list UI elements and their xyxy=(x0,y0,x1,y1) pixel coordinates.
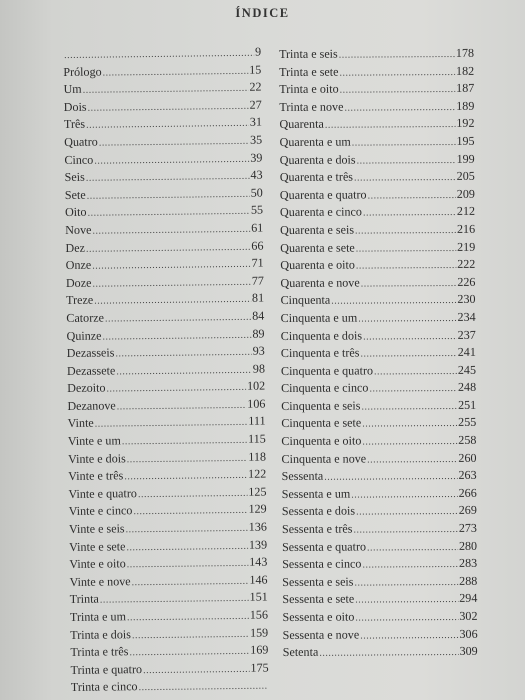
toc-entry-label: Onze xyxy=(65,257,92,273)
toc-entry-page: 216 xyxy=(456,221,476,236)
toc-entry-label: Dezoito xyxy=(67,380,106,396)
leader-dots xyxy=(351,486,457,504)
leader-dots xyxy=(356,503,458,521)
toc-entry-page: 192 xyxy=(456,116,475,131)
toc-entry-label: Cinquenta e quatro xyxy=(280,363,374,378)
toc-entry xyxy=(279,80,474,99)
toc-entry xyxy=(69,554,267,574)
toc-entry xyxy=(66,290,264,310)
toc-entry-page: 143 xyxy=(249,554,268,569)
leader-dots xyxy=(340,81,456,99)
toc-entry xyxy=(68,413,266,433)
toc-entry-label: Sessenta e cinco xyxy=(282,556,362,572)
toc-entry-label: Vinte xyxy=(67,416,94,431)
toc-entry-page: 125 xyxy=(248,484,267,499)
toc-entry-page: 222 xyxy=(457,256,476,272)
leader-dots xyxy=(124,467,247,486)
toc-entry-page: 212 xyxy=(456,204,476,219)
leader-dots xyxy=(354,574,458,592)
toc-entry xyxy=(282,555,477,574)
toc-entry-page: 111 xyxy=(248,414,266,429)
toc-entry-label: Cinquenta e seis xyxy=(281,398,361,413)
toc-entry-label: Sessenta e sete xyxy=(282,591,355,607)
toc-entry xyxy=(282,608,477,627)
leader-dots xyxy=(116,361,252,380)
toc-entry-label: Catorze xyxy=(66,310,105,325)
toc-entry-page: 15 xyxy=(249,62,262,77)
leader-dots xyxy=(95,414,248,433)
toc-entry-page: 159 xyxy=(249,625,269,640)
toc-entry-page: 309 xyxy=(459,643,478,659)
toc-entry-page: 81 xyxy=(251,290,265,306)
toc-entry-page: 102 xyxy=(246,378,266,394)
leader-dots xyxy=(339,46,455,64)
toc-entry xyxy=(282,502,477,521)
toc-entry-page: 129 xyxy=(248,501,267,517)
toc-entry-label: Treze xyxy=(66,292,94,308)
leader-dots xyxy=(126,537,248,556)
toc-entry xyxy=(280,133,475,152)
toc-entry-label: Dois xyxy=(63,99,87,114)
toc-entry-page: 66 xyxy=(251,238,264,253)
toc-entry-label: Quarenta e sete xyxy=(280,240,355,255)
toc-entry-page: 122 xyxy=(248,466,267,482)
leader-dots xyxy=(357,151,456,169)
toc-entry-label: Quarenta e três xyxy=(279,169,354,185)
toc-entry-page: 61 xyxy=(251,220,264,235)
leader-dots xyxy=(64,45,254,65)
toc-entry xyxy=(69,536,267,556)
toc-entry xyxy=(65,184,263,204)
leader-dots xyxy=(132,573,249,592)
toc-entry-page: 241 xyxy=(457,344,476,360)
toc-entry-page: 106 xyxy=(247,396,266,411)
leader-dots xyxy=(117,397,247,416)
toc-entry xyxy=(63,61,261,81)
toc-entry xyxy=(280,256,475,275)
toc-entry-page: 237 xyxy=(457,327,476,342)
toc-entry-label: Quarenta e cinco xyxy=(279,204,362,220)
toc-entry-page: 248 xyxy=(457,380,477,395)
toc-column-right xyxy=(279,45,478,662)
leader-dots xyxy=(339,64,455,82)
toc-entry-label: Quatro xyxy=(64,134,98,149)
toc-entry-page: 280 xyxy=(458,538,478,553)
toc-column-left xyxy=(63,44,269,697)
toc-entry xyxy=(65,167,263,187)
toc-entry-label: Quarenta e um xyxy=(279,134,351,149)
toc-entry-label: Vinte e três xyxy=(68,468,124,484)
toc-entry xyxy=(282,573,477,592)
toc-entry xyxy=(70,607,268,627)
toc-entry-label: Cinquenta e um xyxy=(280,310,358,325)
toc-entry xyxy=(66,325,264,345)
toc-entry-page: 302 xyxy=(459,608,478,623)
toc-entry xyxy=(67,343,265,363)
leader-dots xyxy=(143,661,250,680)
toc-entry-label: Quinze xyxy=(66,328,102,343)
toc-entry xyxy=(66,307,264,327)
toc-entry-label: Sessenta e quatro xyxy=(282,539,367,554)
leader-dots xyxy=(355,609,458,627)
leader-dots xyxy=(374,363,457,381)
toc-entry xyxy=(281,397,476,416)
leader-dots xyxy=(127,608,249,627)
toc-entry-label: Dez xyxy=(65,240,86,255)
toc-entry-label: Dezanove xyxy=(67,398,116,413)
toc-entry-label: Cinquenta e sete xyxy=(281,415,362,431)
toc-entry-page: 251 xyxy=(458,397,477,412)
leader-dots xyxy=(86,168,250,188)
toc-entry xyxy=(64,132,262,152)
toc-entry xyxy=(69,501,267,521)
toc-entry xyxy=(68,448,266,468)
toc-entry xyxy=(71,659,269,679)
toc-entry-label: Sessenta e nove xyxy=(282,627,360,642)
leader-dots xyxy=(106,379,246,398)
leader-dots xyxy=(92,273,251,293)
leader-dots xyxy=(344,99,455,117)
leader-dots xyxy=(355,591,458,609)
leader-dots xyxy=(88,98,249,118)
toc-entry xyxy=(282,485,477,504)
toc-entry-page: 255 xyxy=(458,415,477,430)
leader-dots xyxy=(324,468,457,486)
toc-entry xyxy=(64,114,262,134)
toc-entry-label: Três xyxy=(63,117,86,132)
toc-entry-page: 89 xyxy=(252,326,265,341)
toc-entry-page: 294 xyxy=(459,591,478,606)
toc-entry-page: 22 xyxy=(249,79,262,94)
toc-entry-page: 139 xyxy=(248,537,268,552)
leader-dots xyxy=(115,344,251,363)
leader-dots xyxy=(367,451,457,469)
toc-entry-label: Cinquenta e oito xyxy=(281,433,362,449)
toc-entry xyxy=(282,537,477,556)
toc-entry-label: Vinte e dois xyxy=(67,450,126,466)
leader-dots xyxy=(102,326,251,345)
leader-dots xyxy=(353,521,457,539)
toc-entry-page: 187 xyxy=(456,80,475,96)
leader-dots xyxy=(94,150,249,169)
toc-entry-page: 226 xyxy=(457,274,476,289)
toc-entry-label: Quarenta e oito xyxy=(280,257,355,273)
toc-entry-label: Trinta xyxy=(69,592,99,607)
toc-entry-page: 219 xyxy=(457,239,476,254)
toc-entry-label: Cinquenta e nove xyxy=(281,451,367,466)
toc-entry-label: Trinta e três xyxy=(70,644,129,660)
leader-dots xyxy=(87,185,250,205)
toc-entry xyxy=(69,571,267,591)
toc-entry xyxy=(70,624,268,644)
toc-entry-label: Trinta e dois xyxy=(70,626,131,642)
toc-entry-page: 283 xyxy=(458,556,478,571)
toc-entry-label: Sessenta xyxy=(281,468,324,484)
leader-dots xyxy=(361,275,457,293)
toc-entry xyxy=(279,62,474,81)
toc-entry xyxy=(281,432,476,451)
toc-entry-page: 175 xyxy=(250,660,269,675)
toc-entry-label: Trinta e nove xyxy=(279,99,344,114)
leader-dots xyxy=(356,257,456,275)
toc-entry-page: 205 xyxy=(456,168,475,184)
toc-entry-label: Sete xyxy=(64,187,86,202)
leader-dots xyxy=(133,502,247,521)
toc-entry-page: 258 xyxy=(458,432,477,447)
toc-entry xyxy=(67,360,265,380)
toc-entry-page: 43 xyxy=(250,167,263,182)
leader-dots xyxy=(86,115,249,135)
toc-entry-page: 115 xyxy=(248,431,266,446)
toc-entry-label: Vinte e cinco xyxy=(68,503,133,519)
toc-entry-label: Setenta xyxy=(282,644,319,660)
toc-entry xyxy=(67,395,265,415)
leader-dots xyxy=(369,380,457,398)
leader-dots xyxy=(319,644,458,662)
toc-entry-label: Quarenta e nove xyxy=(280,275,360,290)
toc-entry xyxy=(283,643,478,662)
toc-entry-label: Vinte e quatro xyxy=(68,485,138,501)
leader-dots xyxy=(358,310,456,328)
toc-entry-label: Quarenta xyxy=(279,117,324,132)
toc-entry xyxy=(279,45,474,64)
toc-entry xyxy=(280,274,475,293)
toc-entry-label: Cinquenta e dois xyxy=(280,327,363,343)
toc-entry-label: Um xyxy=(63,81,82,97)
toc-entry xyxy=(280,238,475,257)
toc-entry-page: 93 xyxy=(252,343,265,358)
leader-dots xyxy=(367,539,458,557)
toc-entry xyxy=(66,272,264,292)
toc-entry xyxy=(70,642,268,662)
toc-entry-label: Sessenta e dois xyxy=(281,503,356,519)
toc-entry xyxy=(281,414,476,433)
toc-entry-label: Vinte e um xyxy=(67,433,121,449)
toc-entry-label: Sessenta e um xyxy=(281,486,351,501)
toc-entry xyxy=(282,590,477,609)
toc-entry-page: 269 xyxy=(458,503,477,518)
toc-entry-label: Cinquenta xyxy=(280,293,331,308)
toc-entry-label: Quarenta e quatro xyxy=(279,187,367,202)
toc-entry xyxy=(282,467,477,486)
leader-dots xyxy=(362,556,458,574)
toc-entry xyxy=(281,309,476,328)
toc-entry xyxy=(280,221,475,240)
toc-entry-label: Trinta e quatro xyxy=(70,661,143,677)
leader-dots xyxy=(362,415,457,433)
toc-entry xyxy=(71,677,269,697)
toc-entry-page: 98 xyxy=(252,361,266,376)
toc-entry-page: 77 xyxy=(251,273,264,288)
leader-dots xyxy=(360,627,458,645)
toc-entry-page: 209 xyxy=(456,186,475,201)
toc-entry xyxy=(70,589,268,609)
toc-entry-label: Sessenta e três xyxy=(281,521,353,537)
toc-entry-page: 84 xyxy=(252,308,265,323)
toc-entry-label: Vinte e seis xyxy=(68,521,125,536)
toc-entry-page: 306 xyxy=(459,626,478,641)
toc-entry-page: 50 xyxy=(250,185,263,200)
leader-dots xyxy=(86,238,251,258)
toc-entry-label: Quarenta e seis xyxy=(280,222,355,237)
leader-dots xyxy=(129,643,249,662)
toc-entry xyxy=(68,466,266,486)
toc-entry-label: Sessenta e seis xyxy=(282,574,354,589)
toc-entry xyxy=(281,291,476,310)
toc-entry-label: Trinta e oito xyxy=(279,81,339,97)
toc-entry xyxy=(281,379,476,398)
toc-entry-label: Trinta e um xyxy=(69,609,127,624)
toc-entry-label: Cinco xyxy=(64,152,94,167)
toc-entry xyxy=(66,255,264,275)
leader-dots xyxy=(368,187,456,205)
leader-dots xyxy=(132,625,249,644)
leader-dots xyxy=(331,292,456,310)
leader-dots xyxy=(103,62,249,81)
leader-dots xyxy=(325,116,456,134)
toc-entry-page: 27 xyxy=(249,97,262,112)
toc-entry-label: Vinte e nove xyxy=(69,574,131,589)
toc-entry-page: 288 xyxy=(459,573,478,588)
toc-entry-label: Dezassete xyxy=(66,363,116,378)
toc-entry-page: 199 xyxy=(456,151,475,166)
leader-dots xyxy=(105,309,252,328)
leader-dots xyxy=(92,256,251,276)
leader-dots xyxy=(362,433,457,451)
toc-entry xyxy=(279,115,474,134)
toc-entry-label: Vinte e sete xyxy=(69,538,126,554)
toc-entry-page: 189 xyxy=(456,98,475,113)
toc-entry xyxy=(63,44,261,64)
toc-entry xyxy=(65,202,263,222)
leader-dots xyxy=(94,291,251,311)
leader-dots xyxy=(355,222,456,240)
toc-entry xyxy=(280,186,475,205)
toc-entry xyxy=(282,520,477,539)
leader-dots xyxy=(83,80,249,100)
toc-entry xyxy=(281,361,476,380)
leader-dots xyxy=(99,133,250,152)
toc-entry xyxy=(67,378,265,398)
toc-entry-label: Vinte e oito xyxy=(69,556,126,572)
toc-entry-page: 273 xyxy=(458,520,477,535)
leader-dots xyxy=(363,204,456,222)
leader-dots xyxy=(354,169,456,187)
leader-dots xyxy=(122,432,247,451)
toc-entry-label: Prólogo xyxy=(63,64,102,79)
leader-dots xyxy=(92,221,250,241)
toc-entry-page: 234 xyxy=(457,309,476,324)
toc-entry xyxy=(280,168,475,187)
toc-entry xyxy=(280,203,475,222)
toc-entry-label: Trinta e sete xyxy=(279,64,339,79)
toc-entry xyxy=(69,519,267,539)
toc-entry-page: 39 xyxy=(250,150,263,165)
toc-entry xyxy=(68,431,266,451)
toc-entry-page: 151 xyxy=(249,589,268,605)
leader-dots xyxy=(87,203,250,223)
toc-entry-label: Sessenta e oito xyxy=(282,609,355,624)
toc-entry xyxy=(65,237,263,257)
leader-dots xyxy=(126,520,248,539)
toc-entry xyxy=(64,96,262,116)
toc-entry-page: 136 xyxy=(248,519,267,534)
toc-entry xyxy=(281,326,476,345)
toc-entry-page: 55 xyxy=(250,202,264,218)
toc-entry xyxy=(281,449,476,468)
toc-entry-page: 266 xyxy=(458,485,477,500)
leader-dots xyxy=(363,327,457,345)
toc-entry-label: Quarenta e dois xyxy=(279,152,356,167)
leader-dots xyxy=(127,449,248,468)
toc-entry xyxy=(279,98,474,117)
toc-entry-page: 182 xyxy=(455,63,475,78)
toc-entry-label: Trinta e cinco xyxy=(70,679,138,695)
toc-entry xyxy=(281,344,476,363)
toc-entry xyxy=(64,149,262,169)
toc-entry-page: 230 xyxy=(457,292,476,307)
toc-entry-label: Cinquenta e cinco xyxy=(281,380,369,396)
leader-dots xyxy=(138,678,267,697)
leader-dots xyxy=(361,398,457,416)
toc-entry-page: 146 xyxy=(249,572,268,587)
toc-entry-page: 9 xyxy=(254,44,262,59)
toc-entry-page: 118 xyxy=(248,449,267,464)
toc-entry-label: Nove xyxy=(65,222,92,237)
toc-entry xyxy=(65,220,263,240)
toc-entry xyxy=(280,150,475,169)
toc-entry-page: 31 xyxy=(249,114,263,130)
toc-entry xyxy=(63,79,261,99)
toc-entry-page: 71 xyxy=(251,255,264,270)
toc-entry-page: 169 xyxy=(250,642,269,657)
leader-dots xyxy=(127,555,249,574)
toc-entry-label: Seis xyxy=(64,169,85,185)
leader-dots xyxy=(100,590,249,609)
page-title: ÍNDICE xyxy=(235,6,290,20)
toc-entry-page: 245 xyxy=(457,362,477,377)
toc-entry-label: Doze xyxy=(65,275,92,290)
toc-entry xyxy=(283,625,478,644)
leader-dots xyxy=(360,345,456,363)
leader-dots xyxy=(138,485,248,504)
toc-entry xyxy=(68,483,266,503)
toc-entry-page: 156 xyxy=(249,607,269,622)
toc-entry-page: 35 xyxy=(249,132,263,147)
toc-entry-page: 178 xyxy=(455,45,475,60)
toc-entry-page: 260 xyxy=(458,450,477,465)
toc-entry-page: 263 xyxy=(458,468,477,483)
leader-dots xyxy=(356,239,456,257)
leader-dots xyxy=(352,134,456,152)
toc-entry-label: Dezasseis xyxy=(66,345,115,361)
toc-entry-label: Trinta e seis xyxy=(279,46,338,61)
toc-entry-page: 195 xyxy=(456,133,475,148)
toc-entry-label: Cinquenta e três xyxy=(280,345,360,361)
toc-entry-label: Oito xyxy=(64,205,87,220)
